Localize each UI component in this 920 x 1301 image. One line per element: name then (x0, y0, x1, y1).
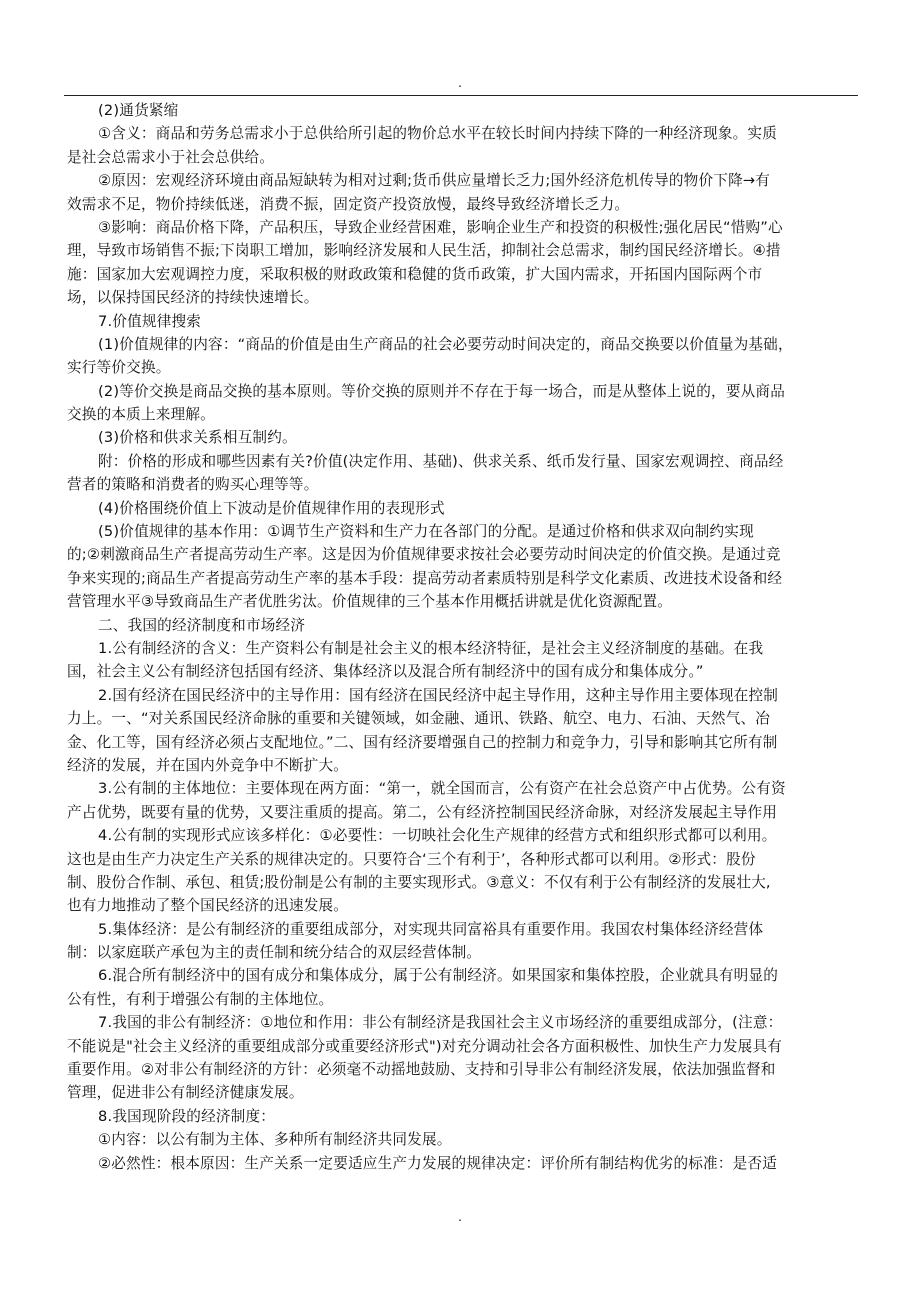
text-line: 争来实现的;商品生产者提高劳动生产率的基本手段：提高劳动者素质特别是科学文化素质、改进技术设备和经 (67, 569, 783, 587)
text-line: 8.我国现阶段的经济制度： (98, 1107, 276, 1125)
text-line: 理，导致市场销售不振;下岗职工增加，影响经济发展和人民生活，抑制社会总需求，制约国民经济增长。④措 (67, 242, 781, 260)
text-line: 金、化工等，国有经济必须占支配地位。”二、国有经济要增强自己的控制力和竞争力，引导和影响其它所有制 (67, 733, 778, 751)
text-line: ②原因：宏观经济环境由商品短缺转为相对过剩;货币供应量增长乏力;国外经济危机传导的物价下降→有 (98, 172, 771, 190)
text-line: (2)等价交换是商品交换的基本原则。等价交换的原则并不存在于每一场合，而是从整体上说的，要从商品 (98, 382, 785, 400)
header-rule (64, 95, 858, 96)
text-line: 营管理水平③导致商品生产者优胜劣汰。价值规律的三个基本作用概括讲就是优化资源配置。 (67, 593, 673, 611)
text-line: 效需求不足，物价持续低迷，消费不振，固定资产投资放慢，最终导致经济增长乏力。 (67, 195, 630, 213)
text-line: 4.公有制的实现形式应该多样化：①必要性：一切映社会化生产规律的经营方式和组织形式都可以利用。 (98, 827, 777, 845)
text-line: 附：价格的形成和哪些因素有关?价值(决定作用、基础)、供求关系、纸币发行量、国家宏观调控、商品经 (98, 452, 784, 470)
text-line: (1)价值规律的内容：“商品的价值是由生产商品的社会必要劳动时间决定的，商品交换要以价值量为基础， (98, 335, 793, 353)
text-line: (5)价值规律的基本作用：①调节生产资料和生产力在各部门的分配。是通过价格和供求双向制约实现 (98, 523, 754, 541)
text-line: 国，社会主义公有制经济包括国有经济、集体经济以及混合所有制经济中的国有成分和集体成分。” (67, 663, 704, 681)
text-line: 经济的发展，并在国内外竞争中不断扩大。 (67, 756, 349, 774)
text-line: 6.混合所有制经济中的国有成分和集体成分，属于公有制经济。如果国家和集体控股，企业就具有明显的 (98, 967, 779, 985)
text-line: 营者的策略和消费者的购买心理等等。 (67, 476, 319, 494)
text-line: ①内容：以公有制为主体、多种所有制经济共同发展。 (98, 1131, 452, 1149)
text-line: 3.公有制的主体地位：主要体现在两方面：“第一，就全国而言，公有资产在社会总资产中占优势。公有资 (98, 780, 786, 798)
text-line: 7.价值规律搜索 (98, 312, 202, 330)
text-line: 管理，促进非公有制经济健康发展。 (67, 1084, 304, 1102)
text-line: 制：以家庭联产承包为主的责任制和统分结合的双层经营体制。 (67, 944, 482, 962)
text-line: 也有力地推动了整个国民经济的迅速发展。 (67, 897, 349, 915)
text-line: 重要作用。②对非公有制经济的方针：必须毫不动摇地鼓励、支持和引导非公有制经济发展，依法加强监督和 (67, 1061, 776, 1079)
text-line: 的;②刺激商品生产者提高劳动生产率。这是因为价值规律要求按社会必要劳动时间决定的价值交换。是通过竞 (67, 546, 781, 564)
text-line: 7.我国的非公有制经济：①地位和作用：非公有制经济是我国社会主义市场经济的重要组成部分，(注意： (98, 1014, 783, 1032)
text-line: 1.公有制经济的含义：生产资料公有制是社会主义的根本经济特征，是社会主义经济制度的基础。在我 (98, 639, 764, 657)
text-line: 2.国有经济在国民经济中的主导作用：国有经济在国民经济中起主导作用，这种主导作用主要体现在控制 (98, 686, 779, 704)
text-line: 是社会总需求小于社会总供给。 (67, 148, 275, 166)
text-line: 产占优势，既要有量的优势，又要注重质的提高。第二，公有经济控制国民经济命脉，对经济发展起主导作用 (67, 803, 778, 821)
text-line: ②必然性：根本原因：生产关系一定要适应生产力发展的规律决定：评价所有制结构优劣的标准：是否适 (98, 1154, 778, 1172)
text-line: 这也是由生产力决定生产关系的规律决定的。只要符合‘三个有利于’，各种形式都可以利用。②形式：股份 (67, 850, 756, 868)
document-body (67, 99, 853, 1175)
text-line: 5.集体经济：是公有制经济的重要组成部分，对实现共同富裕具有重要作用。我国农村集体经济经营体 (98, 920, 764, 938)
text-line: ①含义：商品和劳务总需求小于总供给所引起的物价总水平在较长时间内持续下降的一种经济现象。实质 (98, 125, 778, 143)
text-line: 不能说是"社会主义经济的重要组成部分或重要经济形式")对充分调动社会各方面积极性、加快生产力发展具有 (67, 1037, 783, 1055)
text-line: 场，以保持国民经济的持续快速增长。 (67, 289, 319, 307)
text-line: 交换的本质上来理解。 (67, 406, 215, 424)
text-line: 实行等价交换。 (67, 359, 171, 377)
text-line: (2)通货紧缩 (98, 102, 179, 119)
text-line: 制、股份合作制、承包、租赁;股份制是公有制的主要实现形式。③意义：不仅有利于公有制经济的发展壮大, (67, 873, 771, 891)
header-mark: . (458, 76, 462, 90)
text-line: ③影响：商品价格下降，产品积压，导致企业经营困难，影响企业生产和投资的积极性;强化居民“惜购”心 (98, 218, 783, 236)
text-line: (3)价格和供求关系相互制约。 (98, 429, 297, 447)
text-line: (4)价格围绕价值上下波动是价值规律作用的表现形式 (98, 499, 445, 517)
text-line: 施：国家加大宏观调控力度，采取积极的财政政策和稳健的货币政策，扩大国内需求，开拓国内国际两个市 (67, 265, 763, 283)
text-line: 力上。一、“对关系国民经济命脉的重要和关键领域，如金融、通讯、铁路、航空、电力、石油、天然气、冶 (67, 710, 771, 728)
footer-mark: . (458, 1210, 462, 1224)
text-line: 公有性，有利于增强公有制的主体地位。 (67, 990, 334, 1008)
text-line: 二、我国的经济制度和市场经济 (98, 616, 306, 634)
